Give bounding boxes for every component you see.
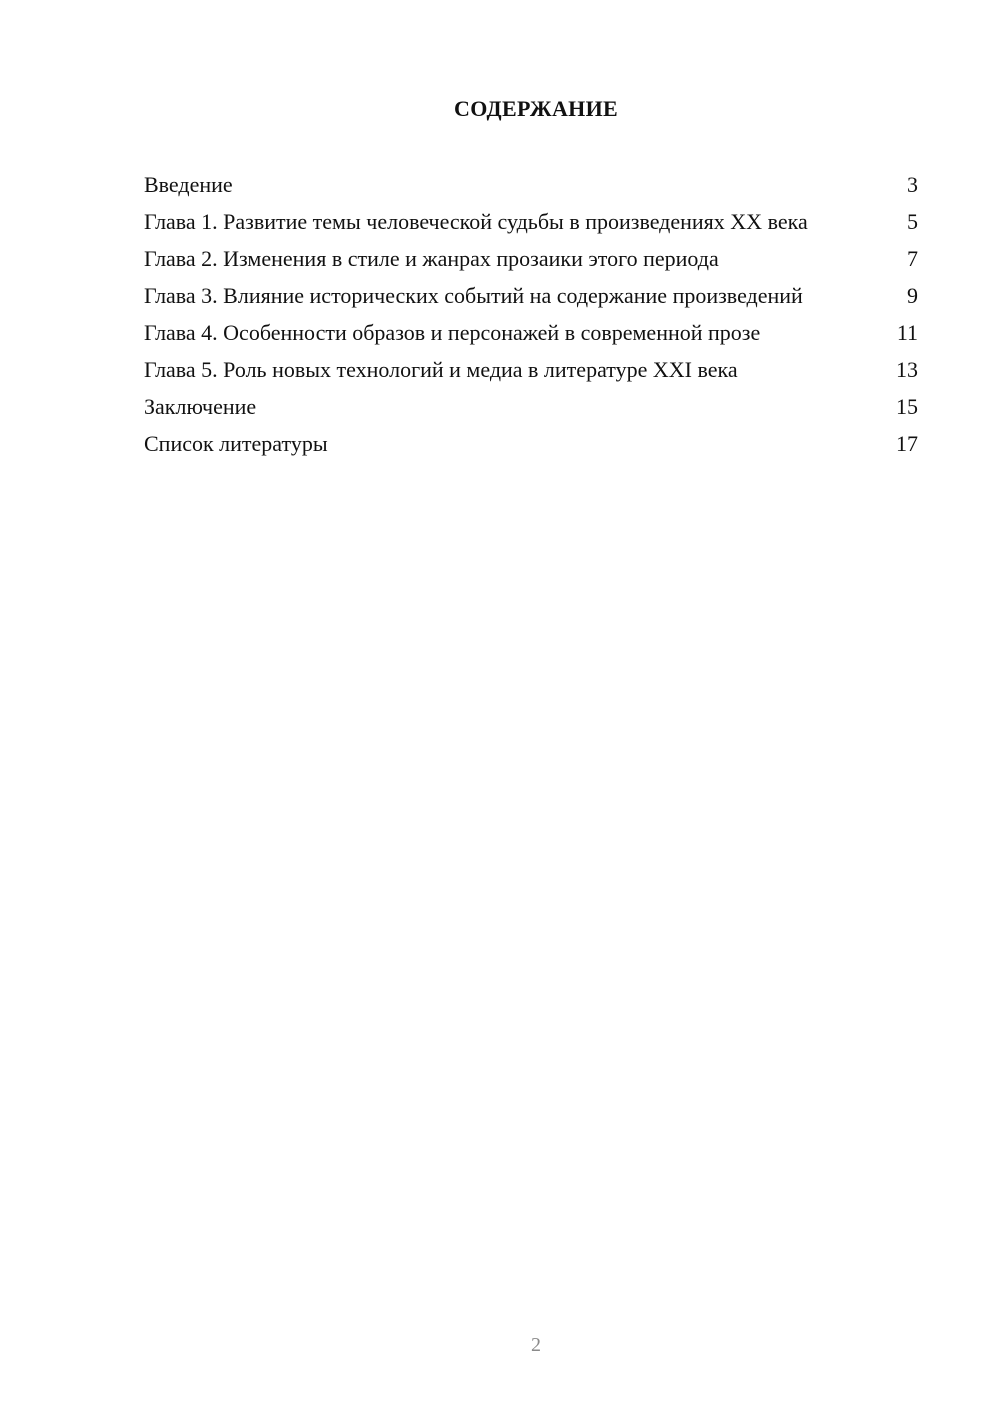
toc-entry-page: 11 (896, 320, 918, 345)
toc-entry-label: Глава 2. Изменения в стиле и жанрах прозаики этого периода (144, 246, 719, 271)
toc-entry-introduction (144, 172, 918, 198)
toc-entry-label: Введение (144, 172, 233, 197)
toc-entry-chapter-5 (144, 357, 918, 383)
table-of-contents (144, 172, 918, 468)
toc-entry-label: Глава 5. Роль новых технологий и медиа в литературе XXI века (144, 357, 738, 382)
toc-entry-page: 13 (896, 357, 918, 382)
page-number: 2 (531, 1334, 541, 1356)
toc-entry-page: 5 (907, 209, 918, 234)
toc-entry-page: 7 (907, 246, 918, 271)
toc-entry-label: Список литературы (144, 431, 328, 456)
toc-entry-page: 9 (907, 283, 918, 308)
toc-entry-chapter-3 (144, 283, 918, 309)
toc-entry-chapter-1 (144, 209, 918, 235)
toc-entry-page: 3 (907, 172, 918, 197)
page-title: СОДЕРЖАНИЕ (454, 96, 618, 121)
toc-entry-references (144, 431, 918, 457)
toc-entry-conclusion (144, 394, 918, 420)
toc-entry-chapter-4 (144, 320, 918, 346)
toc-entry-chapter-2 (144, 246, 918, 272)
toc-entry-label: Глава 4. Особенности образов и персонажей в современной прозе (144, 320, 761, 345)
toc-entry-label: Заключение (144, 394, 257, 419)
toc-entry-label: Глава 1. Развитие темы человеческой судьбы в произведениях XX века (144, 209, 808, 234)
toc-entry-page: 15 (896, 394, 918, 419)
toc-entry-label: Глава 3. Влияние исторических событий на содержание произведений (144, 283, 803, 308)
toc-entry-page: 17 (896, 431, 918, 456)
